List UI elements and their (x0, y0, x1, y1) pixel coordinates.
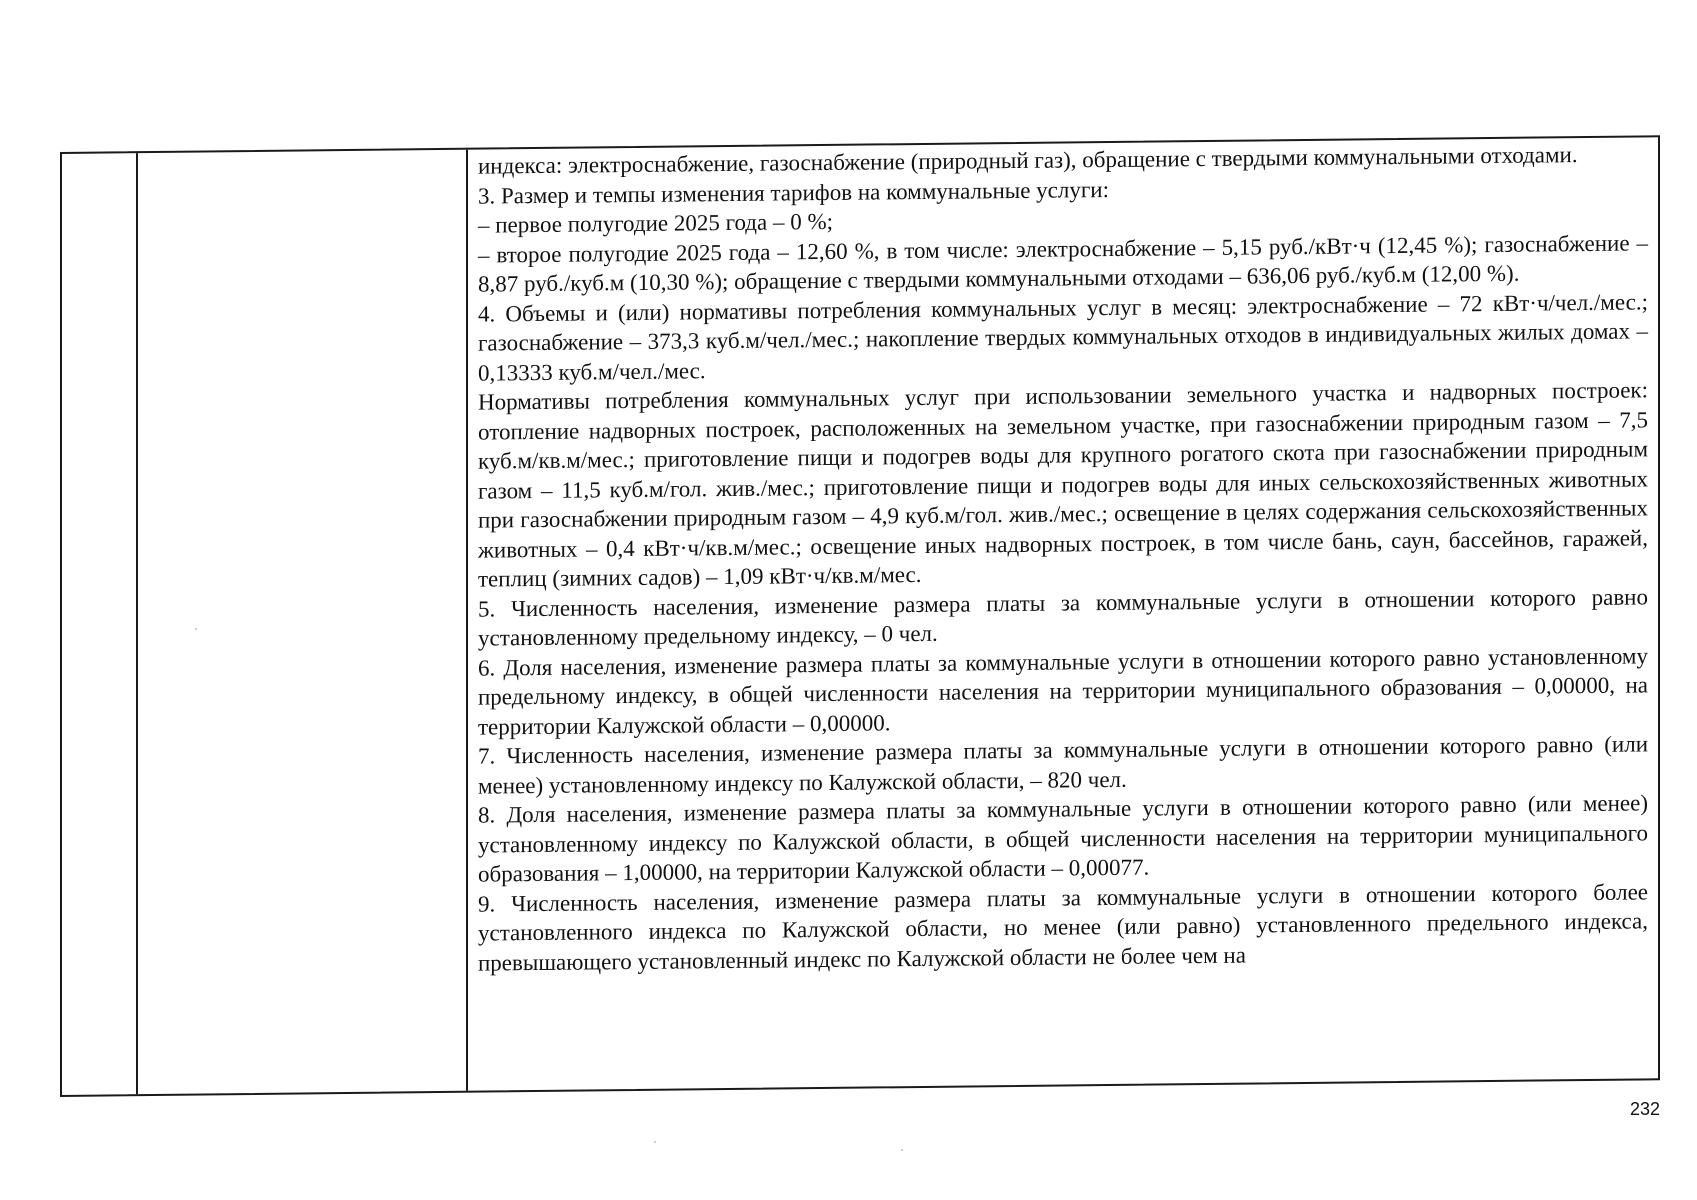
paragraph-item-6: 6. Доля населения, изменение размера платы за коммунальные услуги в отношении которого равно установленному предельному индексу, в общей численности населения на территории муниципального образования – 0,00000, на территории Калужской области – 0,00000. (478, 642, 1648, 740)
table-column-number (62, 153, 138, 1095)
page-number: 232 (1630, 1099, 1661, 1119)
paragraph-item-7: 7. Численность населения, изменение размера платы за коммунальные услуги в отношении которого равно (или менее) установленному индексу по Калужской области, – 820 чел. (478, 731, 1648, 799)
paragraph-land-plot-norms: Нормативы потребления коммунальных услуг при использовании земельного участка и надворных построек: отопление надворных построек, расположенных на земельном участке, при газоснабжении природным газом – 7,5 куб.м/кв.м/мес.; приготовление пищи и подогрев воды для крупного рогатого скота при газоснабжении природным газом – 11,5 куб.м/гол. жив./мес.; приготовление пищи и подогрев воды для иных сельскохозяйственных животных при газоснабжении природным газом – 4,9 куб.м/гол. жив./мес.; освещение в целях содержания сельскохозяйственных животных – 0,4 кВт·ч/кв.м/мес.; освещение иных надворных построек, в том числе бань, саун, бассейнов, гаражей, теплиц (зимних садов) – 1,09 кВт·ч/кв.м/мес. (478, 377, 1648, 592)
paragraph-item-8: 8. Доля населения, изменение размера платы за коммунальные услуги в отношении которого равно (или менее) установленному индексу по Калужской области, в общей численности населения на территории муниципального образования – 1,00000, на территории Калужской области – 0,00077. (478, 790, 1648, 887)
paragraph-item-9: 9. Численность населения, изменение размера платы за коммунальные услуги в отношении которого более установленного индекса по Калужской области, но менее (или равно) установленного предельного индекса, превышающего установленный индекс по Калужской области не более чем на (478, 878, 1648, 976)
scan-speck (195, 628, 197, 630)
table-column-content (468, 137, 1658, 1090)
document-table (60, 135, 1660, 1097)
paragraph-tariff-heading: 3. Размер и темпы изменения тарифов на коммунальные услуги: (478, 176, 1109, 209)
scan-speck (901, 1149, 903, 1151)
paragraph-consumption-volumes: 4. Объемы и (или) нормативы потребления коммунальных услуг в месяц: электроснабжение – 72 кВт·ч/чел./мес.; газоснабжение – 373,3 куб.м/чел./мес.; накопление твердых коммунальных отходов в индивидуальных жилых домах – 0,13333 куб.м/чел./мес. (478, 288, 1648, 386)
paragraph-second-half-2025: – второе полугодие 2025 года – 12,60 %, в том числе: электроснабжение – 5,15 руб./кВт·ч (12,45 %); газоснабжение – 8,87 руб./куб.м (10,30 %); обращение с твердыми коммунальными отходами – 636,06 руб./куб.м (12,00 %). (478, 229, 1648, 297)
paragraph-first-half-2025: – первое полугодие 2025 года – 0 %; (478, 208, 834, 238)
paragraph-index-list: индекса: электроснабжение, газоснабжение (природный газ), обращение с твердыми коммунальными отходами. (478, 142, 1578, 179)
scan-speck (654, 1141, 656, 1143)
table-column-name (138, 150, 468, 1094)
paragraph-item-5: 5. Численность населения, изменение размера платы за коммунальные услуги в отношении которого равно установленному предельному индексу, – 0 чел. (478, 583, 1648, 651)
